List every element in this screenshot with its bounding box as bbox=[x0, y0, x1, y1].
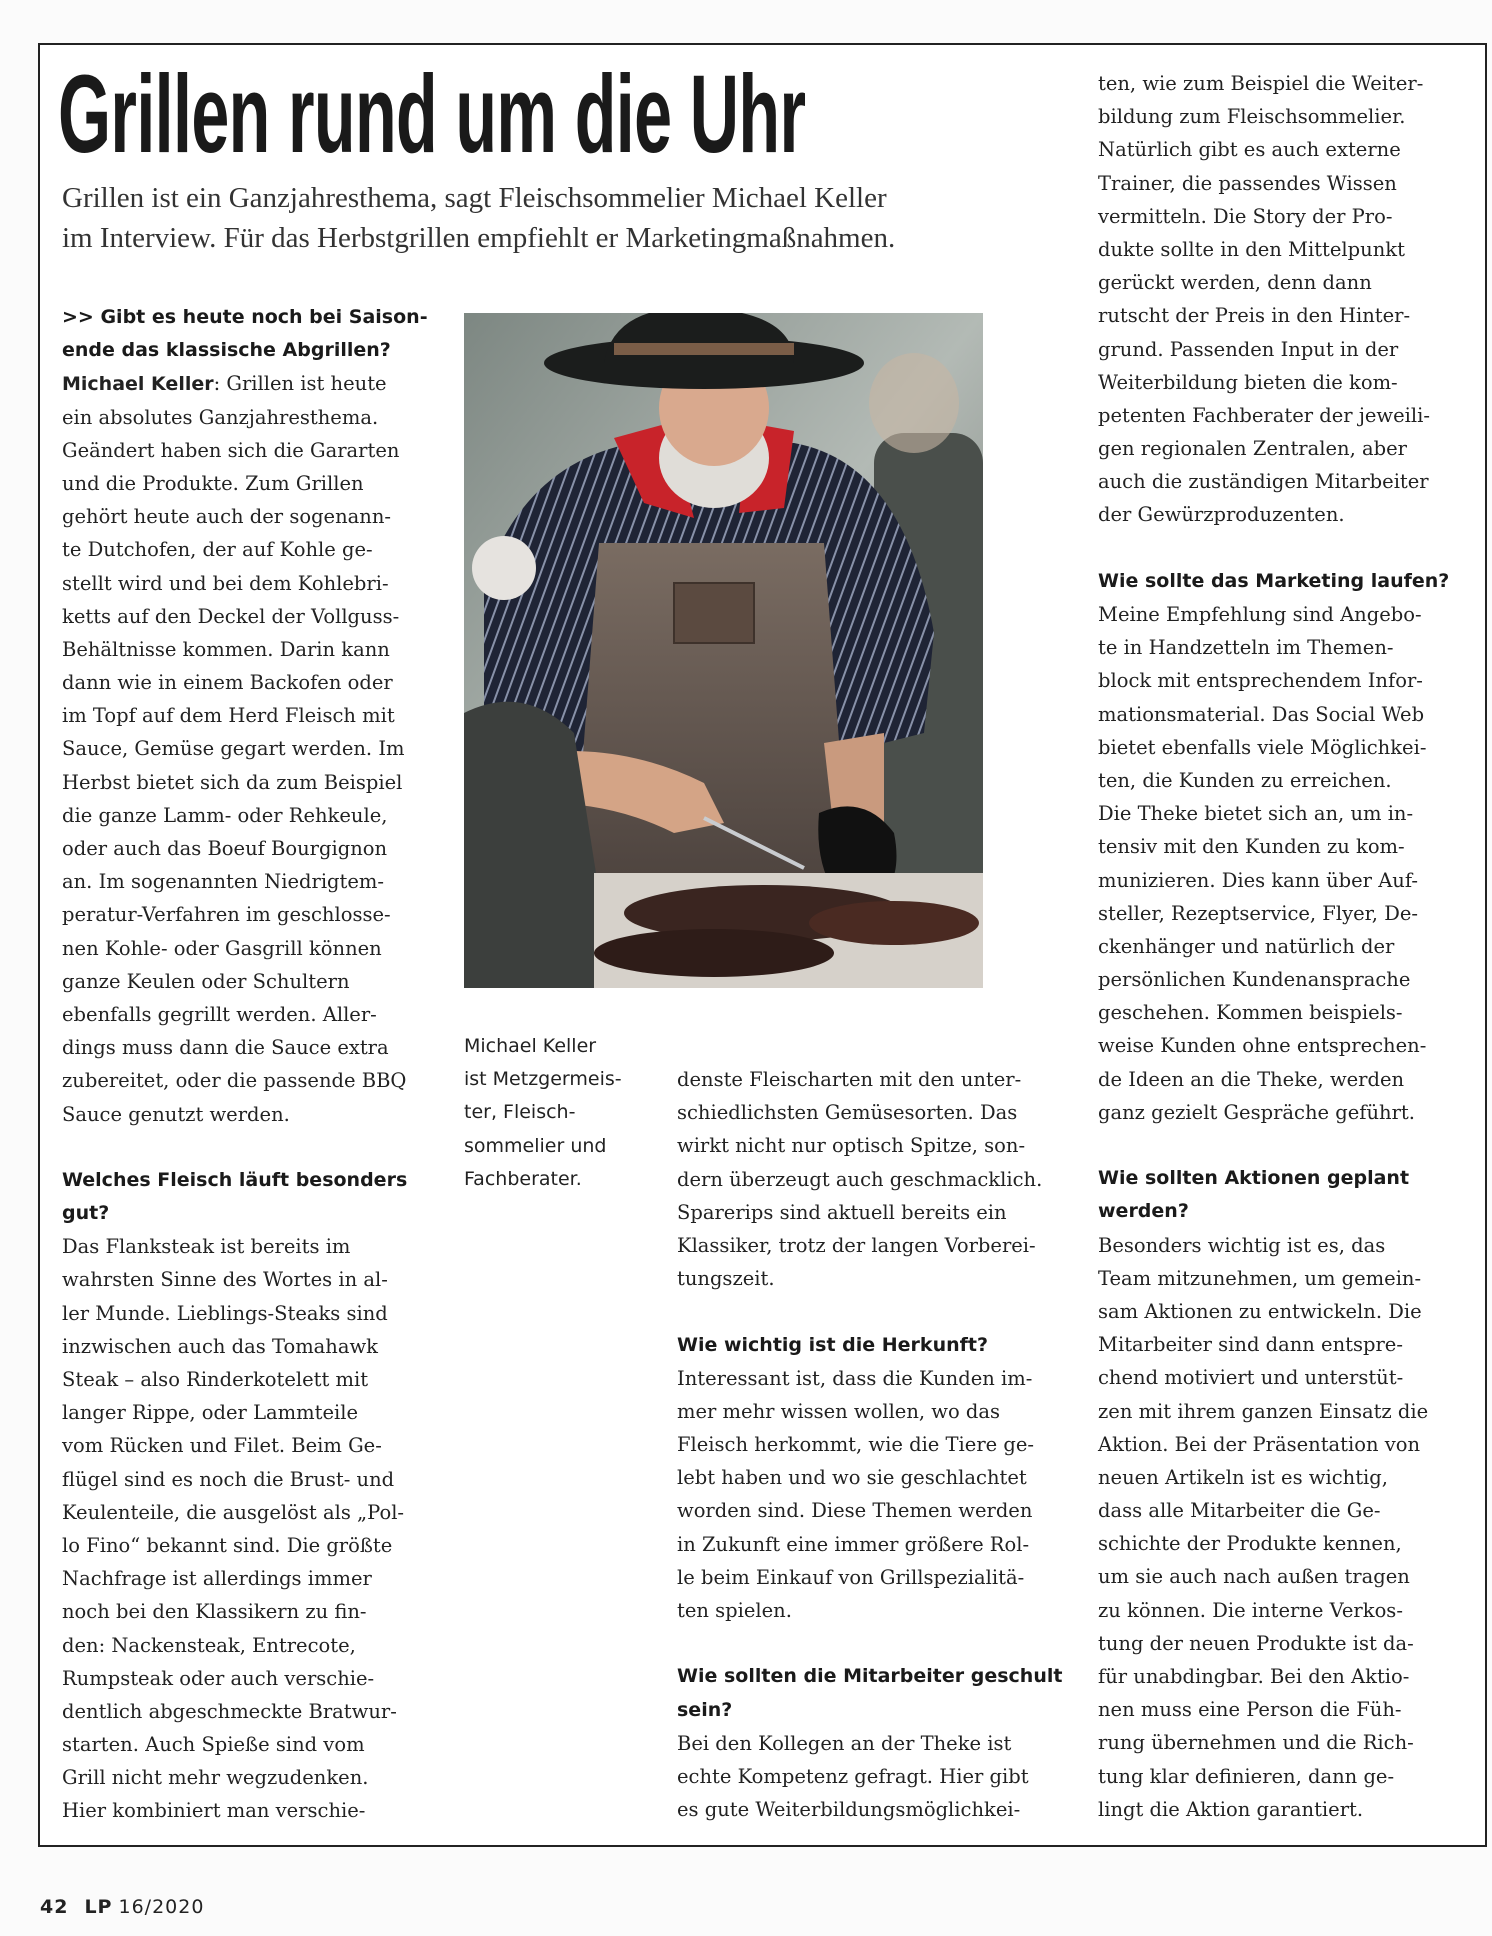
interview-question: ende das klassische Abgrillen? bbox=[62, 339, 391, 362]
headline: Grillen rund um die Uhr bbox=[58, 53, 806, 176]
body-text-line: ten spielen. bbox=[677, 1599, 792, 1622]
body-text-line: ten, die Kunden zu erreichen. bbox=[1098, 768, 1392, 792]
body-text-line: denste Fleischarten mit den unter- bbox=[677, 1068, 1022, 1091]
body-text-line: ketts auf den Deckel der Vollguss- bbox=[62, 604, 400, 628]
paragraph-gap bbox=[677, 1627, 1067, 1660]
body-text-line: und die Produkte. Zum Grillen bbox=[62, 471, 364, 495]
body-text-line: gen regionalen Zentralen, aber bbox=[1098, 437, 1407, 461]
body-text-line: weise Kunden ohne entsprechen- bbox=[1098, 1034, 1427, 1058]
issue-number: 16/2020 bbox=[118, 1896, 205, 1918]
caption-line: Michael Keller bbox=[464, 1035, 597, 1057]
body-text-line: Rumpsteak oder auch verschie- bbox=[62, 1666, 375, 1690]
interview-question: Wie wichtig ist die Herkunft? bbox=[677, 1333, 988, 1356]
body-text-line: echte Kompetenz gefragt. Hier gibt bbox=[677, 1764, 1029, 1788]
page-footer bbox=[40, 1896, 204, 1918]
body-text-line: Weiterbildung bieten die kom- bbox=[1098, 370, 1398, 394]
body-text-line: te in Handzetteln im Themen- bbox=[1098, 636, 1394, 660]
body-text-line: zen mit ihrem ganzen Einsatz die bbox=[1098, 1399, 1429, 1423]
answer-text: : Grillen ist heute bbox=[213, 372, 387, 396]
body-text-line: auch die zuständigen Mitarbeiter bbox=[1098, 470, 1429, 494]
body-text-line: ler Munde. Lieblings-Steaks sind bbox=[62, 1301, 388, 1325]
body-text-line: langer Rippe, oder Lammteile bbox=[62, 1401, 359, 1425]
body-text-line: Klassiker, trotz der langen Vorberei- bbox=[677, 1233, 1036, 1257]
body-text-line: geschehen. Kommen beispiels- bbox=[1098, 1001, 1403, 1025]
body-text-line: vom Rücken und Filet. Beim Ge- bbox=[62, 1434, 382, 1458]
body-text-line: der Gewürzproduzenten. bbox=[1098, 503, 1345, 527]
column-2 bbox=[677, 1063, 1067, 1826]
page-number: 42 bbox=[40, 1896, 69, 1918]
body-text-line: gehört heute auch der sogenann- bbox=[62, 505, 391, 529]
body-text-line: Aktion. Bei der Präsentation von bbox=[1098, 1432, 1421, 1456]
body-text-line: Geändert haben sich die Gararten bbox=[62, 438, 400, 462]
body-text-line: im Topf auf dem Herd Fleisch mit bbox=[62, 704, 395, 728]
body-text-line: dann wie in einem Backofen oder bbox=[62, 671, 393, 695]
deck-line: im Interview. Für das Herbstgrillen empfiehlt er Marketingmaßnahmen. bbox=[62, 222, 896, 254]
body-text-line: persönlichen Kundenansprache bbox=[1098, 968, 1411, 992]
body-text-line: Die Theke bietet sich an, um in- bbox=[1098, 802, 1414, 826]
body-text-line: gerückt werden, denn dann bbox=[1098, 271, 1372, 295]
interview-question: Wie sollte das Marketing laufen? bbox=[1098, 569, 1450, 592]
body-text-line: Meine Empfehlung sind Angebo- bbox=[1098, 603, 1422, 626]
column-1 bbox=[62, 301, 442, 1828]
body-text-line: Team mitzunehmen, um gemein- bbox=[1098, 1266, 1422, 1290]
body-text-line: peratur-Verfahren im geschlosse- bbox=[62, 903, 391, 927]
body-text-line: für unabdingbar. Bei den Aktio- bbox=[1098, 1665, 1410, 1688]
body-text-line: stellt wird und bei dem Kohlebri- bbox=[62, 571, 389, 595]
interview-question: Welches Fleisch läuft besonders bbox=[62, 1168, 408, 1191]
caption-line: ter, Fleisch- bbox=[464, 1101, 576, 1124]
body-text-line: grund. Passenden Input in der bbox=[1098, 337, 1399, 361]
body-text-line: Nachfrage ist allerdings immer bbox=[62, 1567, 372, 1591]
body-text-line: block mit entsprechendem Infor- bbox=[1098, 669, 1423, 693]
body-text-line: Interessant ist, dass die Kunden im- bbox=[677, 1366, 1033, 1390]
portrait-photo bbox=[464, 313, 983, 988]
body-text-line: flügel sind es noch die Brust- und bbox=[62, 1467, 395, 1491]
body-text-line: neuen Artikeln ist es wichtig, bbox=[1098, 1465, 1388, 1489]
body-text-line: Hier kombiniert man verschie- bbox=[62, 1799, 366, 1823]
body-text-line: le beim Einkauf von Grillspezialitä- bbox=[677, 1565, 1025, 1589]
body-text-line: steller, Rezeptservice, Flyer, De- bbox=[1098, 901, 1418, 925]
body-text-line: noch bei den Klassikern zu fin- bbox=[62, 1600, 367, 1624]
body-text-line: in Zukunft eine immer größere Rol- bbox=[677, 1532, 1030, 1556]
body-text-line: Besonders wichtig ist es, das bbox=[1098, 1233, 1386, 1257]
paragraph-gap bbox=[1098, 1129, 1468, 1162]
body-text-line: schichte der Produkte kennen, bbox=[1098, 1532, 1402, 1556]
body-text-line: dentlich abgeschmeckte Bratwur- bbox=[62, 1699, 397, 1723]
body-text-line: es gute Weiterbildungsmöglichkei- bbox=[677, 1798, 1021, 1822]
body-text-line: schiedlichsten Gemüsesorten. Das bbox=[677, 1101, 1018, 1125]
body-text-line: mationsmaterial. Das Social Web bbox=[1098, 702, 1425, 726]
magazine-name: LP bbox=[84, 1896, 113, 1918]
deck bbox=[62, 178, 1042, 258]
answer-lead-line bbox=[62, 367, 442, 400]
body-text-line: tung klar definieren, dann ge- bbox=[1098, 1764, 1395, 1788]
column-3 bbox=[1098, 67, 1468, 1826]
paragraph-gap bbox=[62, 1131, 442, 1164]
body-text-line: lebt haben und wo sie geschlachtet bbox=[677, 1466, 1027, 1490]
body-text-line: munizieren. Dies kann über Auf- bbox=[1098, 868, 1418, 892]
body-text-line: ckenhänger und natürlich der bbox=[1098, 934, 1395, 958]
body-text-line: Sparerips sind aktuell bereits ein bbox=[677, 1200, 1007, 1224]
body-text-line: Keulenteile, die ausgelöst als „Pol- bbox=[62, 1500, 405, 1524]
body-text-line: ein absolutes Ganzjahresthema. bbox=[62, 405, 379, 429]
photo-caption bbox=[464, 1030, 654, 1196]
interview-question: sein? bbox=[677, 1698, 733, 1721]
interview-question: >> Gibt es heute noch bei Saison- bbox=[62, 306, 428, 328]
body-text-line: wirkt nicht nur optisch Spitze, son- bbox=[677, 1134, 1026, 1158]
body-text-line: inzwischen auch das Tomahawk bbox=[62, 1334, 378, 1358]
body-text-line: ganze Keulen oder Schultern bbox=[62, 969, 350, 993]
body-text-line: worden sind. Diese Themen werden bbox=[677, 1499, 1033, 1523]
body-text-line: Grill nicht mehr wegzudenken. bbox=[62, 1766, 369, 1790]
body-text-line: Bei den Kollegen an der Theke ist bbox=[677, 1731, 1012, 1755]
caption-line: sommelier und bbox=[464, 1134, 607, 1157]
body-text-line: dass alle Mitarbeiter die Ge- bbox=[1098, 1499, 1381, 1523]
paragraph-gap bbox=[677, 1295, 1067, 1328]
caption-line: Fachberater. bbox=[464, 1167, 582, 1190]
interview-question: gut? bbox=[62, 1202, 110, 1225]
speaker-name: Michael Keller bbox=[62, 373, 214, 396]
body-text-line: Herbst bietet sich da zum Beispiel bbox=[62, 770, 403, 794]
interview-question: Wie sollten die Mitarbeiter geschult bbox=[677, 1665, 1063, 1688]
body-text-line: Mitarbeiter sind dann entspre- bbox=[1098, 1333, 1403, 1357]
body-text-line: Fleisch herkommt, wie die Tiere ge- bbox=[677, 1433, 1034, 1457]
body-text-line: sam Aktionen zu entwickeln. Die bbox=[1098, 1299, 1422, 1323]
body-text-line: an. Im sogenannten Niedrigtem- bbox=[62, 870, 384, 894]
body-text-line: bietet ebenfalls viele Möglichkei- bbox=[1098, 735, 1427, 759]
body-text-line: Sauce genutzt werden. bbox=[62, 1102, 290, 1126]
interview-question: werden? bbox=[1098, 1200, 1189, 1223]
body-text-line: dings muss dann die Sauce extra bbox=[62, 1036, 389, 1060]
body-text-line: Das Flanksteak ist bereits im bbox=[62, 1235, 351, 1259]
body-text-line: tensiv mit den Kunden zu kom- bbox=[1098, 835, 1405, 859]
body-text-line: Sauce, Gemüse gegart werden. Im bbox=[62, 737, 405, 761]
body-text-line: starten. Auch Spieße sind vom bbox=[62, 1733, 365, 1757]
body-text-line: oder auch das Boeuf Bourgignon bbox=[62, 837, 388, 860]
body-text-line: rutscht der Preis in den Hinter- bbox=[1098, 304, 1411, 328]
body-text-line: rung übernehmen und die Rich- bbox=[1098, 1731, 1414, 1755]
body-text-line: wahrsten Sinne des Wortes in al- bbox=[62, 1268, 388, 1292]
deck-line: Grillen ist ein Ganzjahresthema, sagt Fleischsommelier Michael Keller bbox=[62, 182, 887, 214]
interview-question: Wie sollten Aktionen geplant bbox=[1098, 1167, 1410, 1190]
body-text-line: chend motiviert und unterstüt- bbox=[1098, 1366, 1404, 1390]
body-text-line: zubereitet, oder die passende BBQ bbox=[62, 1069, 407, 1093]
paragraph-gap bbox=[1098, 532, 1468, 565]
body-text-line: die ganze Lamm- oder Rehkeule, bbox=[62, 803, 388, 827]
body-text-line: bildung zum Fleischsommelier. bbox=[1098, 105, 1406, 129]
body-text-line: petenten Fachberater der jeweili- bbox=[1098, 403, 1430, 427]
body-text-line: dukte sollte in den Mittelpunkt bbox=[1098, 237, 1405, 261]
photo-illustration bbox=[464, 313, 983, 988]
body-text-line: tungszeit. bbox=[677, 1267, 775, 1291]
body-text-line: Natürlich gibt es auch externe bbox=[1098, 138, 1401, 162]
caption-line: ist Metzgermeis- bbox=[464, 1068, 622, 1091]
body-text-line: Trainer, die passendes Wissen bbox=[1098, 171, 1397, 195]
body-text-line: mer mehr wissen wollen, wo das bbox=[677, 1399, 1001, 1423]
body-text-line: nen muss eine Person die Füh- bbox=[1098, 1698, 1402, 1722]
body-text-line: tung der neuen Produkte ist da- bbox=[1098, 1631, 1414, 1655]
body-text-line: lo Fino“ bekannt sind. Die größte bbox=[62, 1533, 393, 1557]
body-text-line: Behältnisse kommen. Darin kann bbox=[62, 637, 390, 661]
body-text-line: zu können. Die interne Verkos- bbox=[1098, 1598, 1403, 1622]
body-text-line: de Ideen an die Theke, werden bbox=[1098, 1067, 1405, 1091]
body-text-line: ganz gezielt Gespräche geführt. bbox=[1098, 1100, 1415, 1124]
body-text-line: Steak – also Rinderkotelett mit bbox=[62, 1368, 369, 1391]
body-text-line: um sie auch nach außen tragen bbox=[1098, 1565, 1410, 1589]
body-text-line: lingt die Aktion garantiert. bbox=[1098, 1797, 1364, 1821]
body-text-line: den: Nackensteak, Entrecote, bbox=[62, 1633, 356, 1657]
body-text-line: nen Kohle- oder Gasgrill können bbox=[62, 936, 382, 960]
body-text-line: dern überzeugt auch geschmacklich. bbox=[677, 1167, 1043, 1191]
body-text-line: vermitteln. Die Story der Pro- bbox=[1098, 204, 1393, 228]
body-text-line: ebenfalls gegrillt werden. Aller- bbox=[62, 1002, 377, 1026]
body-text-line: ten, wie zum Beispiel die Weiter- bbox=[1098, 72, 1424, 95]
body-text-line: te Dutchofen, der auf Kohle ge- bbox=[62, 538, 373, 562]
